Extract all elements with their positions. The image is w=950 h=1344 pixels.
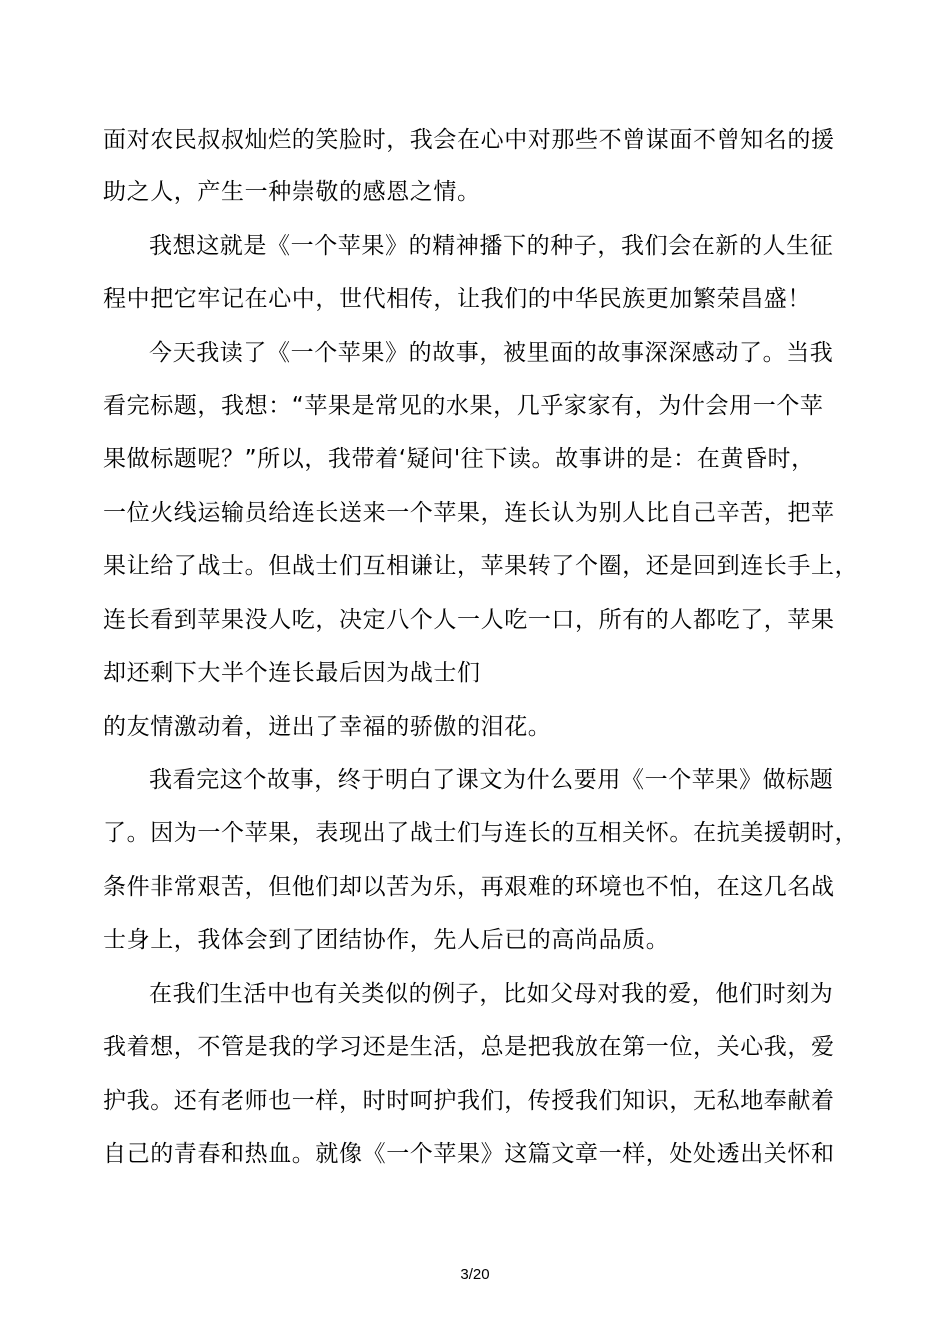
text-line: 的友情激动着，迸出了幸福的骄傲的泪花。 [103,714,552,740]
text-line: 面对农民叔叔灿烂的笑脸时，我会在心中对那些不曾谋面不曾知名的援 [103,127,835,153]
text-line: 今天我读了《一个苹果》的故事，被里面的故事深深感动了。当我 [149,340,834,366]
text-line: 果做标题呢？”所以，我带着‘疑问'往下读。故事讲的是：在黄昏时， [103,446,815,472]
text-line: 士身上，我体会到了团结协作，先人后已的高尚品质。 [103,927,670,953]
text-line: 连长看到苹果没人吃，决定八个人一人吃一口，所有的人都吃了，苹果 [103,607,835,633]
text-line: 我看完这个故事，终于明白了课文为什么要用《一个苹果》做标题 [149,767,834,793]
page-number: 3/20 [460,1266,490,1283]
text-line: 了。因为一个苹果，表现出了战士们与连长的互相关怀。在抗美援朝时， [103,820,859,846]
text-line: 看完标题，我想：“苹果是常见的水果，几乎家家有，为什会用一个苹 [103,393,824,419]
text-line: 护我。还有老师也一样，时时呵护我们，传授我们知识，无私地奉献着 [103,1088,835,1114]
text-line: 自己的青春和热血。就像《一个苹果》这篇文章一样，处处透出关怀和 [103,1141,835,1167]
text-line: 助之人，产生一种崇敬的感恩之情。 [103,179,481,205]
text-line: 程中把它牢记在心中，世代相传，让我们的中华民族更加繁荣昌盛！ [103,286,811,312]
text-line: 我着想，不管是我的学习还是生活，总是把我放在第一位，关心我，爱 [103,1034,835,1060]
text-line: 我想这就是《一个苹果》的精神播下的种子，我们会在新的人生征 [149,233,834,259]
text-line: 一位火线运输员给连长送来一个苹果，连长认为别人比自己辛苦，把苹 [103,500,835,526]
text-line: 条件非常艰苦，但他们却以苦为乐，再艰难的环境也不怕，在这几名战 [103,874,835,900]
text-line: 果让给了战士。但战士们互相谦让，苹果转了个圈，还是回到连长手上， [103,553,859,579]
text-line: 却还剩下大半个连长最后因为战士们 [103,660,481,686]
text-line: 在我们生活中也有关类似的例子，比如父母对我的爱，他们时刻为 [149,981,834,1007]
